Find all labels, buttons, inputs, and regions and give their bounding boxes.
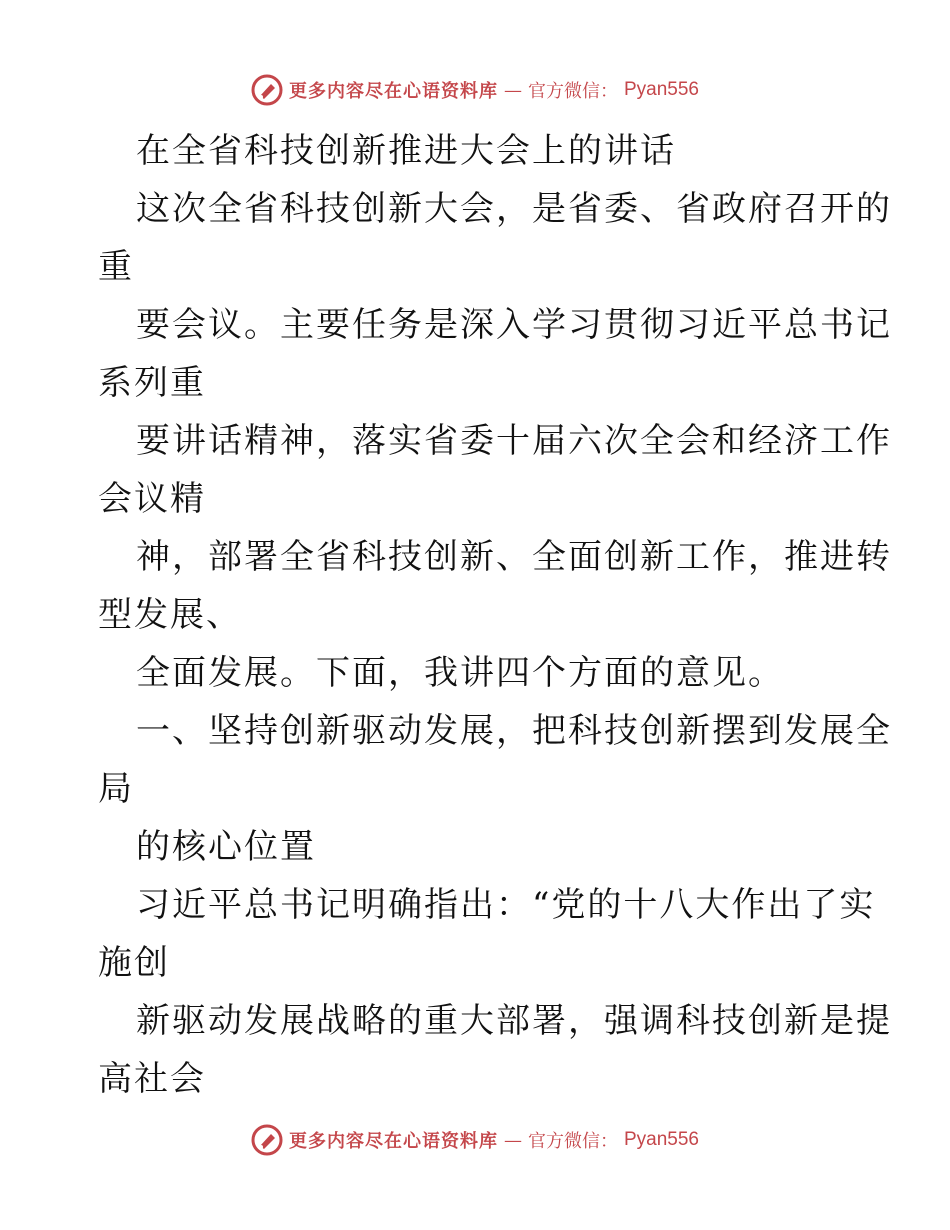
footer-banner — [0, 1120, 950, 1160]
text-line: 神，部署全省科技创新、全面创新工作，推进转 — [136, 537, 892, 577]
text-line: 这次全省科技创新大会，是省委、省政府召开的 — [136, 189, 892, 229]
section-heading: 一、坚持创新驱动发展，把科技创新摆到发展全 — [136, 711, 892, 751]
section-heading: 局 — [98, 769, 134, 809]
text-line: 型发展、 — [98, 595, 242, 635]
pen-logo-icon — [251, 74, 283, 106]
document-title: 在全省科技创新推进大会上的讲话 — [136, 131, 676, 171]
banner-dash: — — [503, 1129, 522, 1151]
banner-wechat-label: 官方微信： — [527, 1131, 618, 1152]
banner-wechat-id: Pyan556 — [623, 1129, 699, 1150]
text-line: 习近平总书记明确指出：“党的十八大作出了实 — [136, 885, 876, 925]
banner-wechat-label: 官方微信： — [527, 81, 618, 102]
pen-logo-icon — [251, 1124, 283, 1156]
document-body — [98, 122, 892, 1108]
text-line: 新驱动发展战略的重大部署，强调科技创新是提 — [136, 1001, 892, 1041]
text-line: 施创 — [98, 943, 170, 983]
banner-text: 更多内容尽在心语资料库 — [288, 1131, 498, 1152]
text-line: 要讲话精神，落实省委十届六次全会和经济工作 — [136, 421, 892, 461]
banner-wechat-id: Pyan556 — [623, 79, 699, 100]
text-line: 会议精 — [98, 479, 206, 519]
banner-text: 更多内容尽在心语资料库 — [288, 81, 498, 102]
text-line: 系列重 — [98, 363, 206, 403]
text-line: 高社会 — [98, 1059, 206, 1099]
header-banner — [0, 70, 950, 110]
text-line: 要会议。主要任务是深入学习贯彻习近平总书记 — [136, 305, 892, 345]
text-line: 全面发展。下面，我讲四个方面的意见。 — [136, 653, 784, 693]
banner-dash: — — [503, 79, 522, 101]
text-line: 重 — [98, 247, 134, 287]
section-heading: 的核心位置 — [136, 827, 316, 867]
